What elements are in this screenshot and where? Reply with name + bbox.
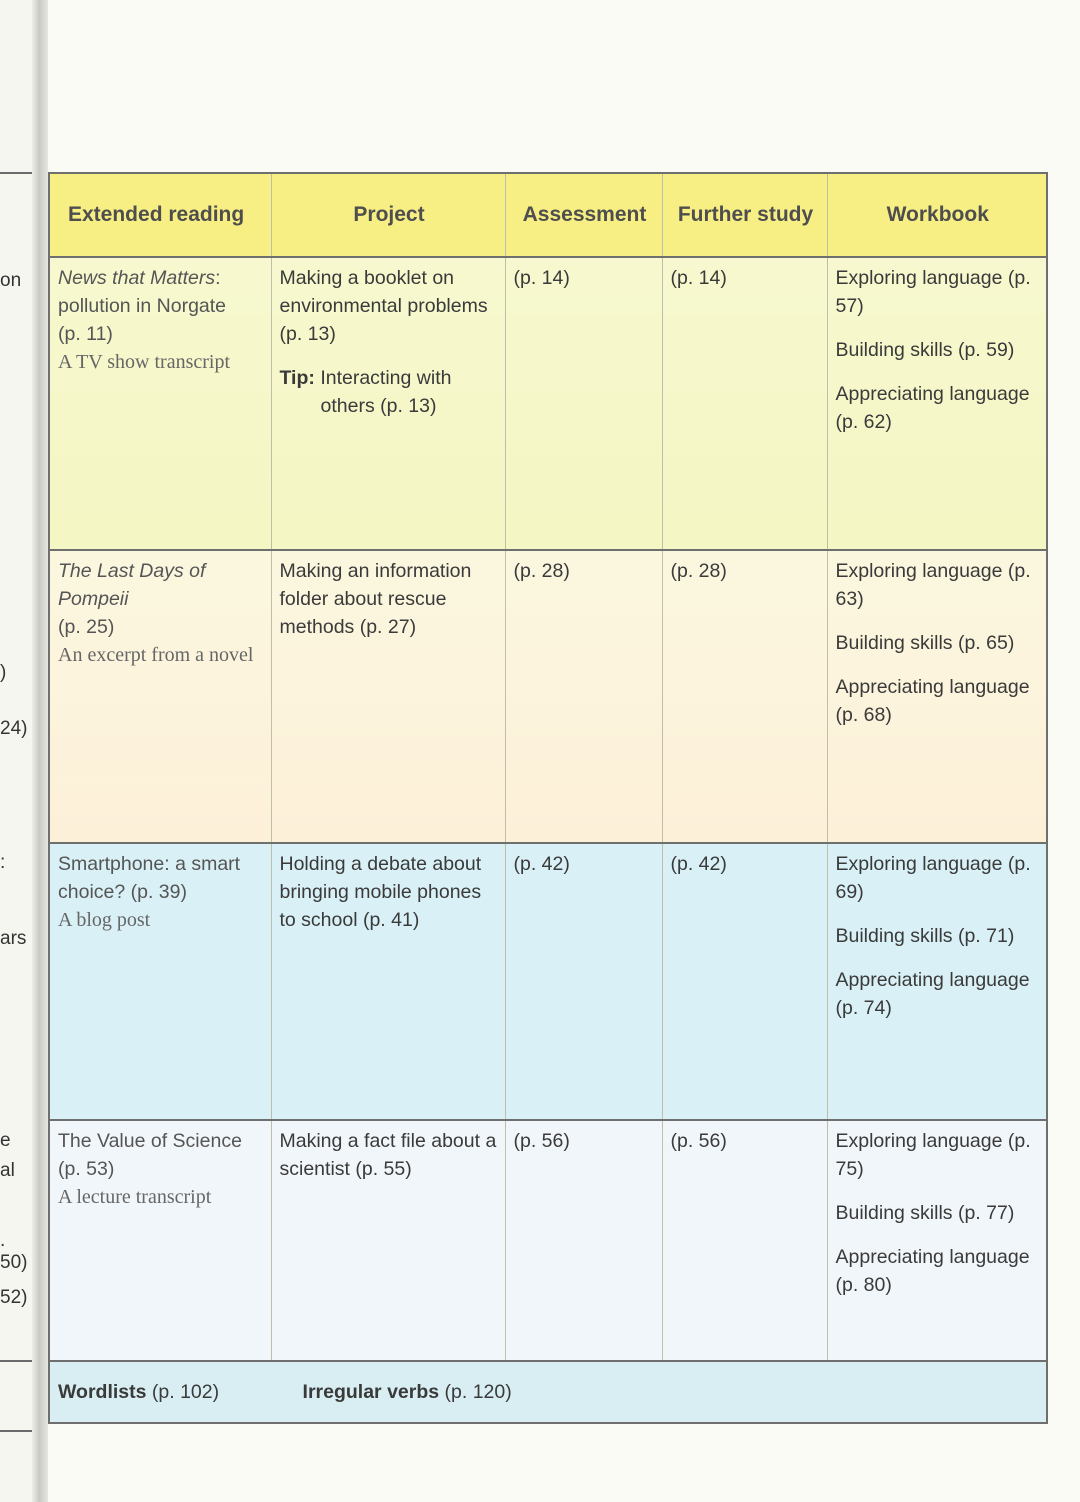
header-row	[49, 173, 1047, 257]
left-fragment: al	[0, 1160, 15, 1181]
footer-row	[49, 1361, 1047, 1423]
left-fragment: on	[0, 270, 22, 291]
footer-wordlists	[58, 1378, 219, 1406]
header-extended-reading: Extended reading	[49, 173, 271, 257]
left-fragment: e	[0, 1130, 11, 1151]
workbook-cell	[827, 843, 1047, 1120]
left-fragment: . 50)	[0, 1230, 28, 1273]
footer-page: (p. 120)	[444, 1380, 512, 1403]
workbook-item: Building skills (p. 71)	[835, 925, 1015, 948]
extended-reading-cell	[49, 550, 271, 843]
footer-label: Irregular verbs	[302, 1380, 440, 1403]
workbook-cell	[827, 1120, 1047, 1361]
table-row	[49, 550, 1047, 843]
workbook-item: Appreciating language (p. 62)	[835, 383, 1030, 434]
table-row	[49, 1120, 1047, 1361]
assessment-cell: (p. 42)	[505, 843, 662, 1120]
further-study-cell: (p. 42)	[662, 843, 827, 1120]
reading-page: (p. 53)	[58, 1157, 115, 1180]
header-project: Project	[271, 173, 505, 257]
assessment-cell: (p. 56)	[505, 1120, 662, 1361]
reading-genre: A blog post	[58, 909, 151, 932]
left-fragment: ars	[0, 928, 27, 949]
left-fragment: :	[0, 852, 6, 873]
workbook-item: Appreciating language (p. 74)	[835, 969, 1030, 1020]
reading-page: (p. 11)	[58, 323, 113, 346]
footer-irregular-verbs	[303, 1378, 512, 1406]
reading-genre: A lecture transcript	[58, 1185, 212, 1208]
left-fragment: )	[0, 662, 7, 683]
contents-table	[48, 172, 1048, 1424]
workbook-item: Building skills (p. 65)	[835, 632, 1015, 655]
table-row	[49, 257, 1047, 550]
workbook-item: Exploring language (p. 69)	[835, 853, 1031, 904]
workbook-cell	[827, 550, 1047, 843]
left-fragment: 52)	[0, 1287, 28, 1308]
further-study-cell: (p. 56)	[662, 1120, 827, 1361]
workbook-item: Building skills (p. 77)	[835, 1201, 1015, 1224]
footer-cell	[49, 1361, 1047, 1423]
header-assessment: Assessment	[505, 173, 662, 257]
extended-reading-cell	[49, 1120, 271, 1361]
reading-title: Smartphone: a smart choice? (p. 39)	[58, 853, 241, 904]
workbook-item: Exploring language (p. 57)	[835, 267, 1031, 318]
project-cell: Holding a debate about bringing mobile phones to school (p. 41)	[271, 843, 505, 1120]
tip-continuation: others (p. 13)	[320, 395, 437, 418]
extended-reading-cell	[49, 257, 271, 550]
project-cell: Making an information folder about rescue methods (p. 27)	[271, 550, 505, 843]
reading-page: (p. 25)	[58, 616, 115, 639]
project-text: Making a booklet on environmental problems (p. 13)	[279, 267, 488, 346]
workbook-item: Building skills (p. 59)	[835, 339, 1015, 362]
project-cell: Making a fact file about a scientist (p. 55)	[271, 1120, 505, 1361]
further-study-cell: (p. 14)	[662, 257, 827, 550]
reading-title: The Value of Science	[58, 1129, 242, 1152]
extended-reading-cell	[49, 843, 271, 1120]
workbook-item: Exploring language (p. 63)	[835, 560, 1031, 611]
project-tip	[280, 364, 499, 392]
book-gutter	[32, 0, 48, 1502]
workbook-item: Appreciating language (p. 68)	[835, 676, 1030, 727]
workbook-cell	[827, 257, 1047, 550]
tip-label: Tip:	[279, 367, 315, 390]
header-workbook: Workbook	[827, 173, 1047, 257]
reading-genre: A TV show transcript	[58, 351, 231, 374]
tip-text: Interacting with	[320, 367, 452, 390]
project-cell	[271, 257, 505, 550]
footer-page: (p. 102)	[151, 1380, 220, 1403]
header-further-study: Further study	[662, 173, 827, 257]
reading-genre: An excerpt from a novel	[58, 644, 254, 667]
left-fragment: 24)	[0, 718, 28, 739]
assessment-cell: (p. 14)	[505, 257, 662, 550]
workbook-item: Appreciating language (p. 80)	[835, 1245, 1030, 1296]
assessment-cell: (p. 28)	[505, 550, 662, 843]
reading-subtitle: : pollution in Norgate	[58, 267, 227, 318]
reading-title: News that Matters	[58, 267, 216, 290]
further-study-cell: (p. 28)	[662, 550, 827, 843]
table-row	[49, 843, 1047, 1120]
workbook-item: Exploring language (p. 75)	[835, 1129, 1031, 1180]
footer-label: Wordlists	[58, 1380, 147, 1403]
reading-title: The Last Days of Pompeii	[58, 560, 206, 611]
